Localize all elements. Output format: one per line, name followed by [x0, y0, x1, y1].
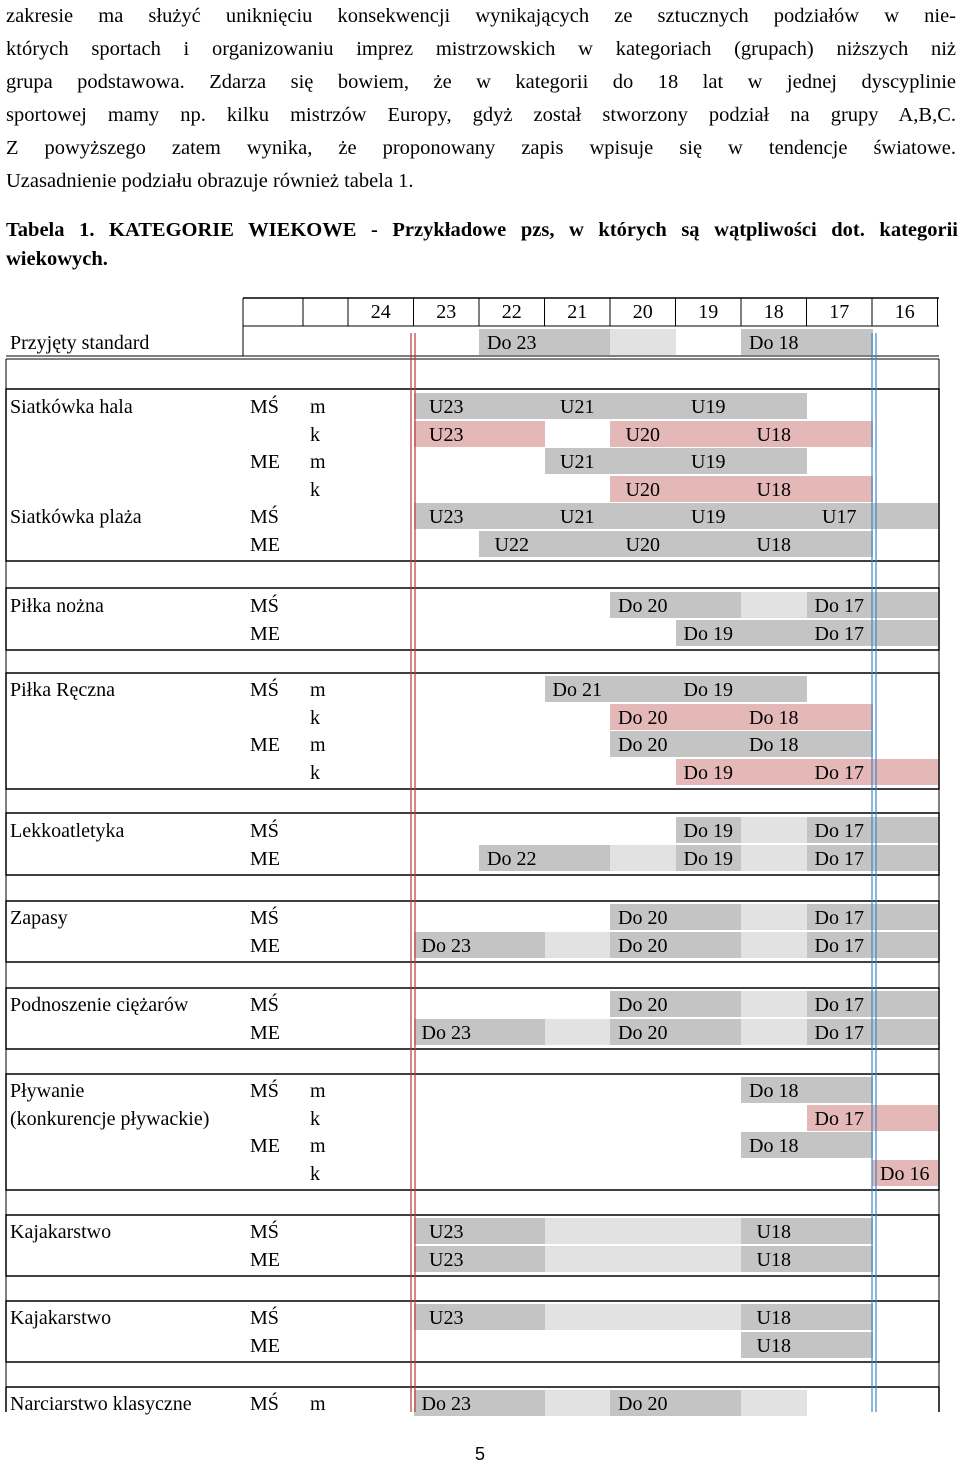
age-header: 22: [501, 301, 522, 323]
caption-line: Tabela 1. KATEGORIE WIEKOWE - Przykładowe pzs, w których są wątpliwości dot. kategorii: [6, 219, 958, 241]
event-type: ME: [250, 1021, 280, 1044]
category-label: Do 20: [618, 734, 668, 756]
sex-label: k: [310, 478, 320, 501]
category-label: Do 20: [618, 994, 668, 1016]
category-label: Do 17: [814, 761, 864, 784]
paragraph-line: sportowej mamy np. kilku mistrzów Europy, gdyż został stworzony podział na grupy A,B,C.: [6, 104, 956, 126]
category-label: U19: [691, 451, 726, 473]
event-type: MŚ: [250, 1221, 279, 1243]
category-label: Do 18: [749, 706, 799, 729]
event-type: ME: [250, 1334, 280, 1357]
category-cell: [545, 1246, 611, 1272]
age-header: 20: [632, 301, 653, 323]
category-cell: [545, 1218, 611, 1244]
category-label: Do 20: [618, 1021, 668, 1044]
event-type: MŚ: [250, 396, 279, 418]
event-type: ME: [250, 1135, 280, 1157]
event-type: MŚ: [250, 679, 279, 701]
category-label: Do 22: [487, 847, 537, 870]
category-label: U23: [429, 1248, 464, 1271]
category-label: U18: [756, 1221, 791, 1243]
category-label: U20: [625, 423, 660, 446]
category-label: Do 18: [749, 332, 799, 354]
category-label: Do 17: [814, 1107, 864, 1130]
category-label: U18: [756, 533, 791, 556]
caption-line: wiekowych.: [6, 248, 108, 270]
category-label: U19: [691, 506, 726, 528]
category-label: Do 21: [552, 679, 602, 701]
category-label: Do 20: [618, 907, 668, 929]
event-type: ME: [250, 847, 280, 870]
sport-name: (konkurencje pływackie): [10, 1107, 210, 1130]
standard-cell: [610, 329, 676, 355]
sex-label: m: [310, 1135, 326, 1157]
event-type: MŚ: [250, 506, 279, 528]
sport-name: Siatkówka plaża: [10, 506, 142, 528]
age-header: 17: [829, 301, 850, 323]
event-type: ME: [250, 734, 280, 756]
sex-label: m: [310, 396, 326, 418]
paragraph-line: Uzasadnienie podziału obrazuje również tabela 1.: [6, 170, 414, 192]
category-label: Do 19: [683, 622, 733, 645]
paragraph-line: grupa podstawowa. Zdarza się bowiem, że w kategorii do 18 lat w jednej dyscyplinie: [6, 71, 956, 93]
event-type: ME: [250, 533, 280, 556]
body-paragraph: [6, 0, 956, 198]
category-label: Do 19: [683, 679, 733, 701]
sex-label: k: [310, 423, 320, 446]
category-label: Do 16: [880, 1162, 930, 1185]
sport-name: Kajakarstwo: [10, 1307, 112, 1329]
sport-name: Lekkoatletyka: [10, 820, 125, 842]
sex-label: m: [310, 451, 326, 473]
category-label: U19: [691, 396, 726, 418]
category-label: U21: [560, 396, 595, 418]
category-label: Do 17: [814, 907, 864, 929]
category-cell: [741, 1390, 807, 1416]
category-label: Do 17: [814, 622, 864, 645]
sex-label: m: [310, 679, 326, 701]
category-label: Do 18: [749, 734, 799, 756]
page-number: 5: [474, 1444, 485, 1464]
category-label: Do 20: [618, 706, 668, 729]
category-label: Do 17: [814, 994, 864, 1016]
sex-label: k: [310, 761, 320, 784]
category-label: U23: [429, 1221, 464, 1243]
category-cell: [610, 1218, 676, 1244]
sport-name: Piłka Ręczna: [10, 679, 115, 701]
sport-name: Podnoszenie ciężarów: [10, 994, 189, 1016]
category-label: Do 19: [683, 847, 733, 870]
age-header: 16: [894, 301, 915, 323]
category-label: U23: [429, 396, 464, 418]
category-label: U20: [625, 533, 660, 556]
sex-label: m: [310, 1393, 326, 1415]
event-type: MŚ: [250, 595, 279, 617]
standard-label: Przyjęty standard: [10, 332, 150, 354]
category-label: Do 23: [421, 1021, 471, 1044]
category-label: Do 23: [421, 1393, 471, 1415]
category-label: U22: [494, 533, 529, 556]
sport-name: Zapasy: [10, 907, 68, 929]
category-label: U18: [756, 1334, 791, 1357]
table-caption: [6, 216, 958, 274]
category-label: Do 17: [814, 595, 864, 617]
sex-label: m: [310, 1080, 326, 1102]
event-type: MŚ: [250, 820, 279, 842]
sex-label: k: [310, 1107, 320, 1130]
category-label: Do 23: [421, 934, 471, 957]
paragraph-line: których sportach i organizowaniu imprez mistrzowskich w kategoriach (grupach) niższych niż: [6, 38, 956, 60]
event-type: ME: [250, 934, 280, 957]
sport-name: Piłka nożna: [10, 595, 104, 617]
category-label: U18: [756, 1248, 791, 1271]
category-label: Do 20: [618, 595, 668, 617]
age-header: 19: [698, 301, 719, 323]
category-label: Do 18: [749, 1135, 799, 1157]
category-label: U21: [560, 451, 595, 473]
category-label: Do 18: [749, 1080, 799, 1102]
category-label: Do 19: [683, 820, 733, 842]
category-label: U17: [822, 506, 857, 528]
paragraph-line: Z powyższego zatem wynika, że proponowany zapis wpisuje się w tendencje światowe.: [6, 137, 956, 159]
category-label: U23: [429, 506, 464, 528]
age-header: 23: [436, 301, 457, 323]
category-label: U18: [756, 423, 791, 446]
category-label: U18: [756, 478, 791, 501]
category-label: Do 17: [814, 847, 864, 870]
age-header: 18: [763, 301, 784, 323]
event-type: ME: [250, 451, 280, 473]
event-type: MŚ: [250, 994, 279, 1016]
sex-label: k: [310, 1162, 320, 1185]
category-label: Do 17: [814, 934, 864, 957]
category-cell: [610, 1246, 676, 1272]
event-type: MŚ: [250, 1393, 279, 1415]
category-label: U18: [756, 1307, 791, 1329]
event-type: MŚ: [250, 1307, 279, 1329]
category-label: Do 20: [618, 934, 668, 957]
age-header: 24: [370, 301, 391, 323]
sex-label: k: [310, 706, 320, 729]
category-label: Do 20: [618, 1393, 668, 1415]
event-type: MŚ: [250, 1080, 279, 1102]
category-label: Do 23: [487, 332, 537, 354]
category-cell: [545, 1304, 611, 1330]
sport-name: Kajakarstwo: [10, 1221, 112, 1243]
sex-label: m: [310, 734, 326, 756]
paragraph-line: zakresie ma służyć uniknięciu konsekwencji wynikających ze sztucznych podziałów w nie-: [6, 5, 956, 27]
event-type: ME: [250, 622, 280, 645]
age-header: 21: [567, 301, 588, 323]
sport-name: Narciarstwo klasyczne: [10, 1393, 192, 1415]
category-label: U23: [429, 1307, 464, 1329]
event-type: ME: [250, 1248, 280, 1271]
category-label: U21: [560, 506, 595, 528]
event-type: MŚ: [250, 907, 279, 929]
sport-name: Siatkówka hala: [10, 396, 133, 418]
category-label: U20: [625, 478, 660, 501]
category-label: Do 17: [814, 820, 864, 842]
category-label: Do 19: [683, 761, 733, 784]
category-label: Do 17: [814, 1021, 864, 1044]
category-cell: [610, 1304, 676, 1330]
category-label: U23: [429, 423, 464, 446]
sport-name: Pływanie: [10, 1080, 85, 1102]
